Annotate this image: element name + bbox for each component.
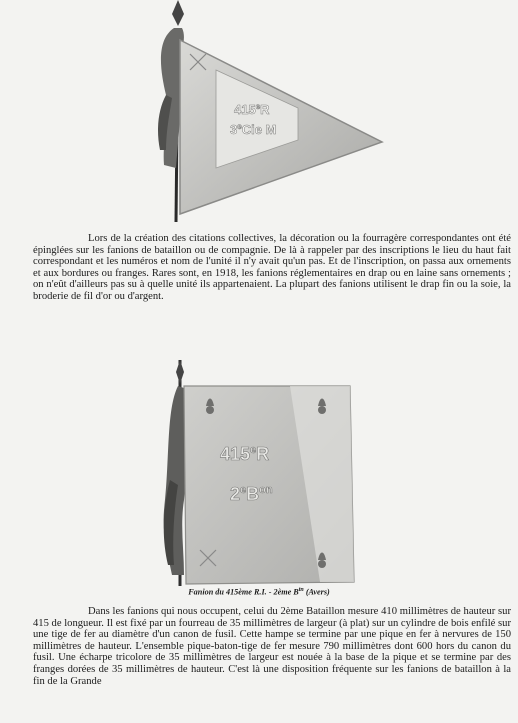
body-paragraph-2: Dans les fanions qui nous occupent, celui du 2ème Bataillon mesure 410 millimètres de hauteur sur 415 de longueur. Il est fixé par un fourreau de 35 millimètres de largeur (à plat) sur un cylindre de bois enfilé sur une tige de fer au diamètre d'un canon de fusil. Cette hampe se termine par une pique en fer à nervures de 150 millimètres de hauteur. L'ensemble pique-baton-tige de fer mesure 790 millimètres dont 600 hors du canon du fusil. Une écharpe tricolore de 35 millimètres de largeur est nouée à la base de la pique et se termine par des franges dorées de 35 millimètres de hauteur. C'est là une disposition fréquente sur les fanions de bataillon à la fin de la Grande [33,606,511,687]
pennant-inscription-line1: 415eR [234,102,270,117]
fanion-inscription-line1: 415eR [220,444,270,464]
body-paragraph-1: Lors de la création des citations collectives, la décoration ou la fourragère correspondantes ont été épinglées sur les fanions de bataillon ou de compagnie. De là à rappeler par des inscriptions le lieu du haut fait correspondant et les numéros et nom de l'unité il n'y avait qu'un pas. Et de l'inscription, on passa aux ornements et aux bordures ou franges. Rares sont, en 1918, les fanions réglementaires en drap ou en laine sans ornements ; on n'eût d'ailleurs pas su à quelle unité ils appartenaient. La plupart des fanions utilisent le drap fin ou la soie, la broderie de fil d'or ou d'argent. [33,233,511,302]
pennant-inscription-line2: 3eCie M [230,122,277,137]
fanion-photo [150,360,358,586]
fanion-inscription-line2: $2eB^{on}$ [230,484,273,504]
photo-caption: Fanion du 415ème R.I. - 2ème $B^{tn}$ (Avers) [188,587,330,597]
pennant-photo [126,0,388,222]
